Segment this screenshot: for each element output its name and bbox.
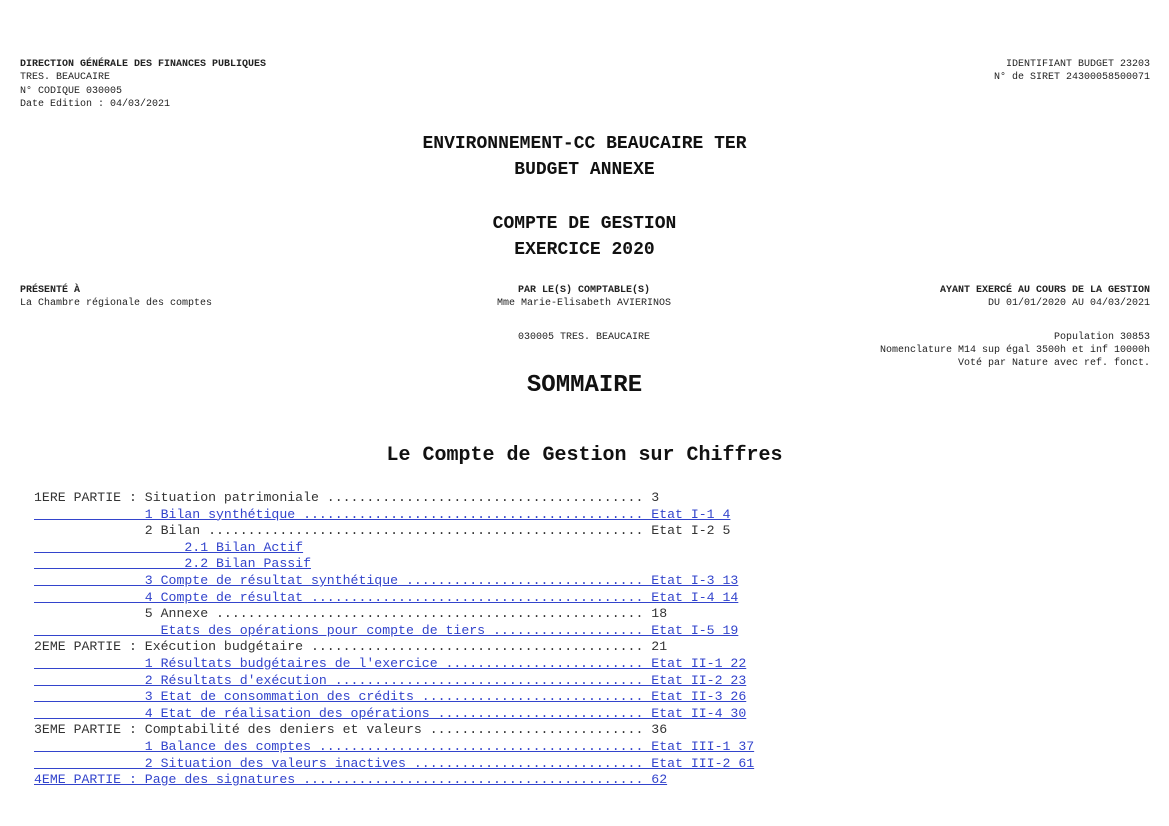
entity-title: ENVIRONNEMENT-CC BEAUCAIRE TER (422, 134, 747, 154)
toc-entry: 2EME PARTIE : Exécution budgétaire .......................................... 21 (34, 639, 668, 655)
toc-entry: 3EME PARTIE : Comptabilité des deniers et valeurs ........................... 36 (34, 722, 668, 738)
vote-value: Voté par Nature avec ref. fonct. (957, 358, 1150, 370)
comptable-name: Mme Marie-Elisabeth AVIERINOS (496, 298, 672, 310)
direction-generale-label: DIRECTION GÉNÉRALE DES FINANCES PUBLIQUES (20, 59, 267, 70)
periode-value: DU 01/01/2020 AU 04/03/2021 (987, 298, 1150, 310)
date-edition: Date Edition : 04/03/2021 (20, 98, 171, 110)
presente-value: La Chambre régionale des comptes (20, 298, 213, 310)
toc-link[interactable]: 2.2 Bilan Passif (34, 556, 311, 572)
presente-label: PRÉSENTÉ À (20, 285, 81, 296)
header-right-block (994, 58, 1150, 85)
sommaire-subtitle: Le Compte de Gestion sur Chiffres (386, 444, 783, 467)
exercice-title: EXERCICE 2020 (514, 240, 655, 260)
toc-link[interactable]: 4 Etat de réalisation des opérations .......................... Etat II-4 30 (34, 705, 747, 721)
toc-link[interactable]: 3 Etat de consommation des crédits ............................ Etat II-3 26 (34, 689, 747, 705)
table-of-contents (34, 490, 754, 789)
nomenclature-value: Nomenclature M14 sup égal 3500h et inf 10000h (879, 344, 1150, 356)
toc-link[interactable]: 1 Résultats budgétaires de l'exercice ......................... Etat II-1 22 (34, 655, 747, 671)
presente-block (20, 284, 212, 311)
identifiant-budget: IDENTIFIANT BUDGET 23203 (1005, 59, 1150, 70)
codique-number: N° CODIQUE 030005 (20, 85, 123, 97)
sommaire-heading: SOMMAIRE (526, 372, 643, 399)
toc-link[interactable]: Etats des opérations pour compte de tiers ................... Etat I-5 19 (34, 622, 739, 638)
population-value: Population 30853 (1053, 331, 1150, 343)
toc-entry: 5 Annexe ...................................................... 18 (34, 606, 668, 622)
toc-link[interactable]: 2 Situation des valeurs inactives ............................. Etat III-2 61 (34, 755, 755, 771)
toc-link[interactable]: 3 Compte de résultat synthétique .............................. Etat I-3 13 (34, 572, 739, 588)
toc-link[interactable]: 1 Bilan synthétique ........................................... Etat I-1 4 (34, 506, 731, 522)
toc-link[interactable]: 4EME PARTIE : Page des signatures ........................................... 62 (34, 772, 668, 788)
toc-link[interactable]: 1 Balance des comptes ......................................... Etat III-1 37 (34, 738, 755, 754)
periode-label: AYANT EXERCÉ AU COURS DE LA GESTION (939, 285, 1150, 296)
document-title: COMPTE DE GESTION (492, 214, 677, 234)
budget-type-title: BUDGET ANNEXE (514, 160, 655, 180)
header-left-block (20, 58, 266, 111)
tresorerie-name: TRES. BEAUCAIRE (20, 72, 111, 84)
toc-link[interactable]: 2 Résultats d'exécution ....................................... Etat II-2 23 (34, 672, 747, 688)
comptable-block (434, 284, 734, 344)
siret-number: N° de SIRET 24300058500071 (993, 72, 1150, 84)
toc-link[interactable]: 4 Compte de résultat .......................................... Etat I-4 14 (34, 589, 739, 605)
comptable-poste: 030005 TRES. BEAUCAIRE (517, 331, 651, 343)
periode-block (880, 284, 1150, 370)
toc-entry: 1ERE PARTIE : Situation patrimoniale ........................................ 3 (34, 490, 660, 505)
toc-link[interactable]: 2.1 Bilan Actif (34, 539, 304, 555)
comptable-label: PAR LE(S) COMPTABLE(S) (517, 285, 651, 296)
toc-entry: 2 Bilan ....................................................... Etat I-2 5 (34, 523, 731, 539)
